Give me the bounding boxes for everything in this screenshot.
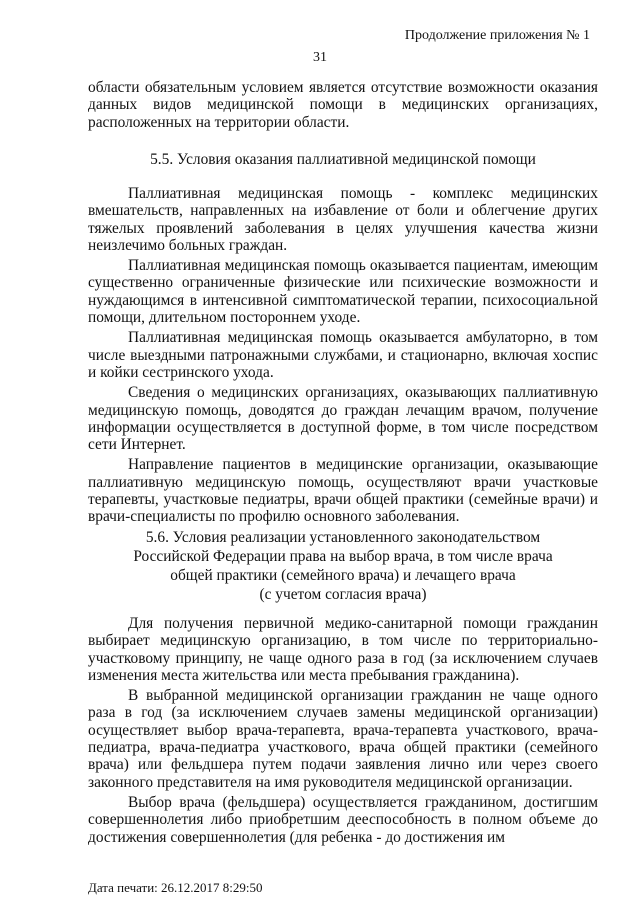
section-5-6-title-line: (с учетом согласия врача): [259, 586, 427, 603]
intro-block: [88, 79, 598, 131]
paragraph: Паллиативная медицинская помощь оказывается амбулаторно, в том числе выездными патронажными службами, и стационарно, включая хоспис и койки сестринского ухода.: [88, 329, 598, 381]
section-5-6-title-line: общей практики (семейного врача) и лечащего врача: [170, 567, 516, 584]
section-5-5-title: 5.5. Условия оказания паллиативной медицинской помощи: [150, 151, 536, 168]
paragraph: Направление пациентов в медицинские организации, оказывающие паллиативную медицинскую помощь, осуществляют врачи участковые терапевты, участковые педиатры, врачи общей практики (семейные врачи) и врачи-специалисты по профилю основного заболевания.: [88, 456, 598, 526]
paragraph: Выбор врача (фельдшера) осуществляется гражданином, достигшим совершеннолетия либо приобретшим дееспособность в полном объеме до достижения совершеннолетия (для ребенка - до достижения им: [88, 793, 598, 846]
page-number: 31: [313, 50, 327, 65]
paragraph: Паллиативная медицинская помощь оказывается пациентам, имеющим существенно ограниченные физические или психические возможности и нуждающимся в интенсивной симптоматической терапии, психосоциальной помощи, длительном постороннем уходе.: [88, 257, 598, 327]
paragraph: В выбранной медицинской организации гражданин не чаще одного раза в год (за исключением случаев замены медицинской организации) осуществляет выбор врача-терапевта, врача-терапевта участкового, врача-педиатра, врача-педиатра участкового, врача общей практики (семейного врача) или фельдшера путем подачи заявления лично или через своего законного представителя на имя руководителя медицинской организации.: [88, 687, 598, 791]
section-5-6-title-line: 5.6. Условия реализации установленного законодательством: [145, 529, 541, 546]
paragraph: Паллиативная медицинская помощь - комплекс медицинских вмешательств, направленных на избавление от боли и облегчение других тяжелых проявлений заболевания в целях улучшения качества жизни неизлечимо больных граждан.: [88, 185, 598, 254]
paragraph: Для получения первичной медико-санитарной помощи гражданин выбирает медицинскую организацию, в том числе по территориально-участковому принципу, не чаще одного раза в год (за исключением случаев изменения места жительства или места пребывания гражданина).: [88, 615, 598, 684]
running-header: Продолжение приложения № 1: [404, 28, 590, 43]
paragraph: Сведения о медицинских организациях, оказывающих паллиативную медицинскую помощь, доводятся до граждан лечащим врачом, получение информации осуществляется в доступной форме, в том числе посредством сети Интернет.: [88, 384, 598, 454]
section-5-5-body: [88, 185, 598, 526]
section-5-6-body: [88, 615, 598, 846]
print-date: Дата печати: 26.12.2017 8:29:50: [88, 880, 263, 895]
section-5-6-title: [88, 528, 598, 604]
section-5-6-title-line: Российской Федерации права на выбор врача, в том числе врача: [133, 548, 553, 565]
intro-paragraph: области обязательным условием является отсутствие возможности оказания данных видов медицинской помощи в медицинских организациях, расположенных на территории области.: [88, 79, 598, 131]
